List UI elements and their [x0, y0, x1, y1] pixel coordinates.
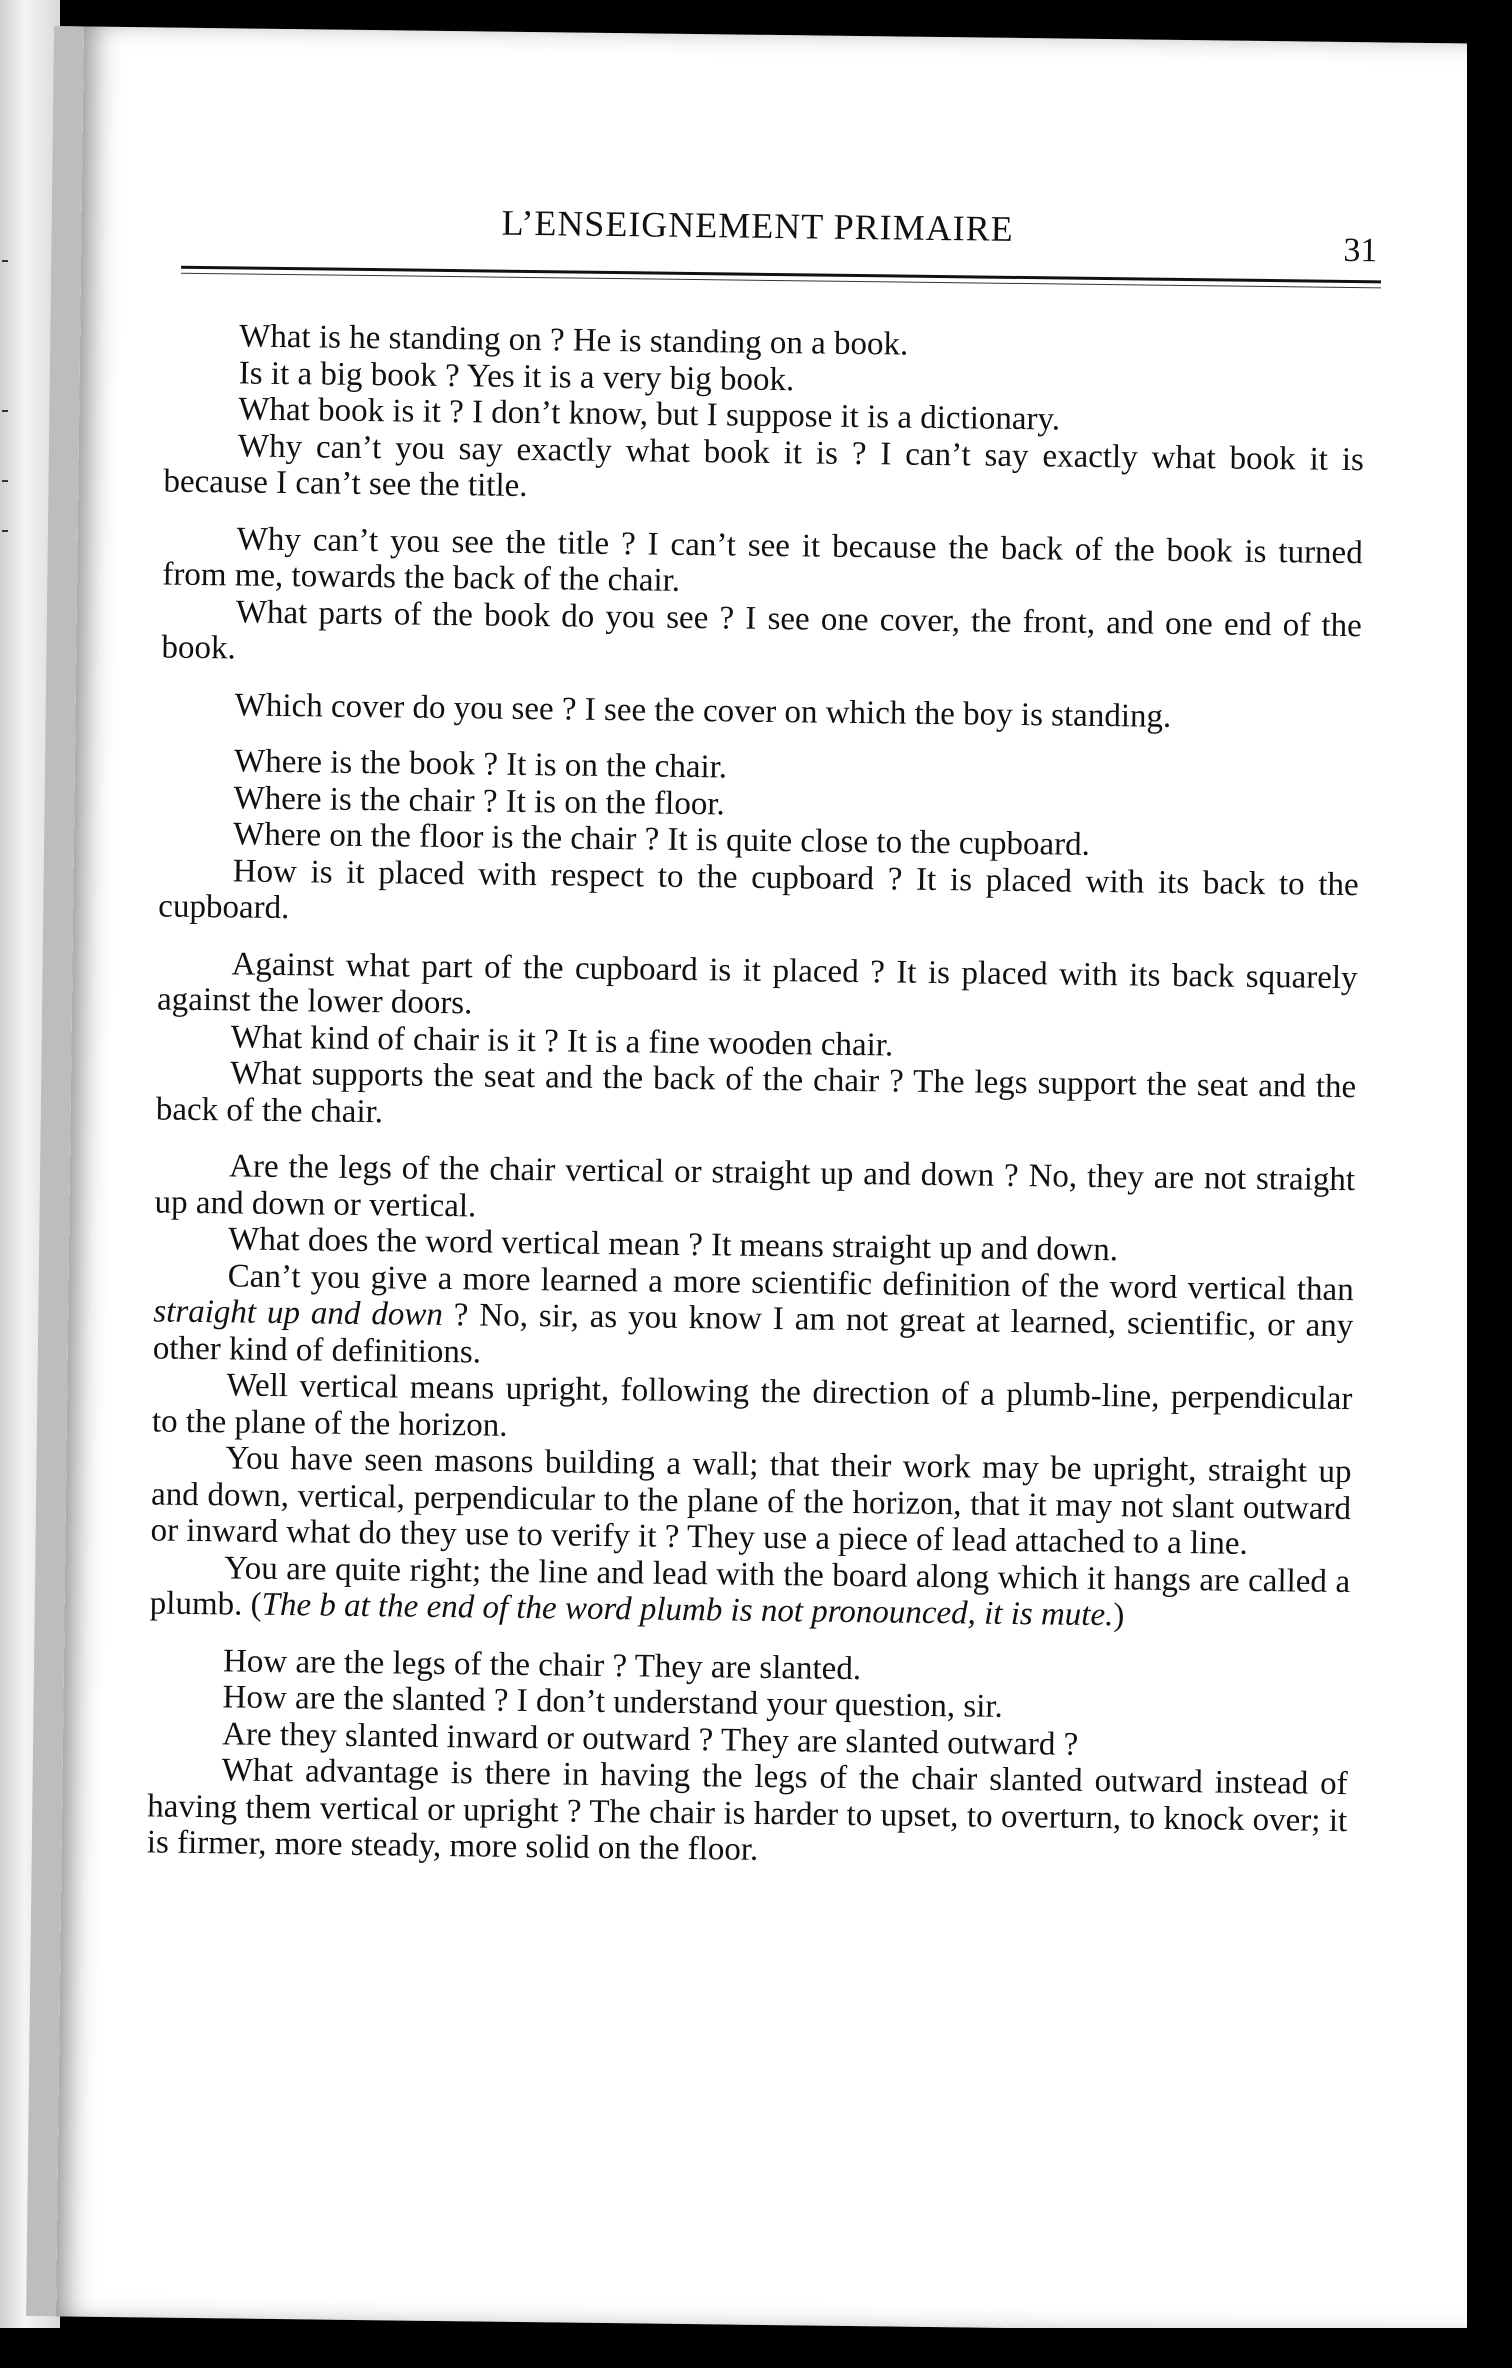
paragraph: Which cover do you see ? I see the cover on which the boy is standing. — [234, 686, 1172, 735]
paragraph: Where is the book ? It is on the chair. — [233, 743, 728, 786]
paragraph: What advantage is there in having the legs of the chair slanted outward instead of having them vertical or upright ? The chair is harder to upset, to overturn, to knock over; it is firmer, more steady, more solid on the floor. — [146, 1752, 1348, 1868]
paragraph: What book is it ? I don’t know, but I suppose it is a dictionary. — [238, 391, 1061, 438]
paragraph: What does the word vertical mean ? It means straight up and down. — [228, 1221, 1119, 1269]
page-body-text — [147, 318, 1366, 1876]
paragraph: What supports the seat and the back of the chair ? The legs support the seat and the back of the chair. — [155, 1055, 1357, 1130]
paragraph: Why can’t you see the title ? I can’t see it because the back of the book is turned from me, towards the back of the chair. — [162, 520, 1363, 599]
paragraph — [153, 1257, 1354, 1381]
paragraph: Against what part of the cupboard is it placed ? It is placed with its back squarely against the lower doors. — [156, 945, 1358, 1022]
paragraph: How is it placed with respect to the cupboard ? It is placed with its back to the cupboard. — [158, 852, 1359, 927]
paragraph — [150, 1549, 1351, 1637]
paragraph: Is it a big book ? Yes it is a very big book. — [238, 354, 795, 398]
paragraph: What parts of the book do you see ? I see one cover, the front, and one end of the book. — [161, 593, 1363, 667]
scan-right-border — [1467, 0, 1512, 2368]
running-title: L’ENSEIGNEMENT PRIMAIRE — [501, 202, 1014, 249]
paragraph: Well vertical means upright, following the direction of a plumb-line, perpendicular to the plane of the horizon. — [151, 1367, 1353, 1444]
paragraph: What is he standing on ? He is standing on a book. — [239, 318, 909, 363]
paragraph-italic-text: The b at the end of the word plumb is not pronounced, it is mute. — [261, 1586, 1114, 1634]
paragraph: What kind of chair is it ? It is a fine wooden chair. — [230, 1018, 894, 1063]
paragraph: You have seen masons building a wall; that their work may be upright, straight up and down, vertical, perpendicular to the plane of the horizon, that it may not slant outward or inward what do they use to verify it ? They use a piece of lead attached to a line. — [150, 1440, 1352, 1562]
paragraph-text: Can’t you give a more learned a more scientific definition of the word vertical than — [227, 1257, 1354, 1308]
page-number: 31 — [1343, 231, 1378, 270]
paragraph: Where on the floor is the chair ? It is quite close to the cupboard. — [232, 816, 1091, 863]
paragraph-text: ? No, sir, as you know I am not great at learned, scientific, or any other kind of definitions. — [152, 1297, 1354, 1370]
paragraph-text: You are quite right; the line and lead with the board along which it hangs are called a plumb. ( — [149, 1549, 1351, 1623]
paragraph-italic-text: straight up and down — [153, 1293, 444, 1333]
book-page — [26, 26, 1512, 2334]
paragraph: Are the legs of the chair vertical or straight up and down ? No, they are not straight up and down or vertical. — [154, 1148, 1356, 1224]
paragraph: Where is the chair ? It is on the floor. — [233, 779, 725, 822]
paragraph-text: ) — [1113, 1597, 1125, 1634]
scan-bottom-border — [0, 2328, 1512, 2368]
paragraph: How are the slanted ? I don’t understand your question, sir. — [222, 1679, 1004, 1725]
paragraph: How are the legs of the chair ? They are slanted. — [222, 1642, 862, 1687]
paragraph: Why can’t you say exactly what book it is ? I can’t say exactly what book it is because I can’t see the title. — [163, 427, 1365, 504]
paragraph: Are they slanted inward or outward ? They are slanted outward ? — [221, 1715, 1079, 1763]
